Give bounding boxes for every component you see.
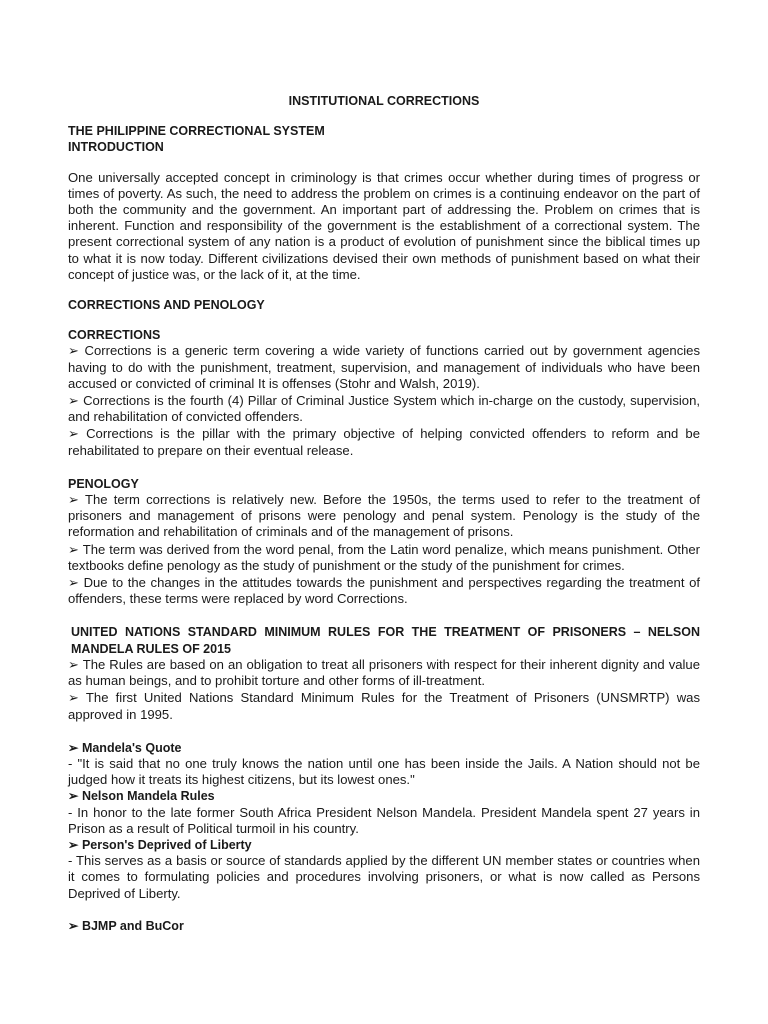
corrections-heading: CORRECTIONS bbox=[68, 328, 161, 343]
document-title: INSTITUTIONAL CORRECTIONS bbox=[288, 94, 480, 108]
corrections-list bbox=[68, 343, 700, 458]
document-page bbox=[68, 93, 700, 934]
list-item: ➢ The Rules are based on an obligation to treat all prisoners with respect for their inherent dignity and value as human beings, and to prohibit torture and other forms of ill-treatment. bbox=[68, 656, 700, 689]
list-item: ➢ The term was derived from the word penal, from the Latin word penalize, which means punishment. Other textbooks define penology as the study of punishment or the study of the punishment for crimes. bbox=[68, 541, 700, 573]
penology-heading: PENOLOGY bbox=[68, 476, 139, 491]
list-item: ➢ Due to the changes in the attitudes towards the punishment and perspectives regarding the treatment of offenders, these terms were replaced by word Corrections. bbox=[68, 575, 700, 607]
pdl-text: - This serves as a basis or source of standards applied by the different UN member states or countries when it comes to formulating policies and procedures involving prisoners, or what is now called as Persons Deprived of Liberty. bbox=[68, 853, 700, 901]
un-rules-list bbox=[68, 657, 700, 723]
mandela-rules-text: - In honor to the late former South Africa President Nelson Mandela. President Mandela spent 27 years in Prison as a result of Political turmoil in his country. bbox=[68, 804, 700, 836]
mandela-quote-heading: ➢ Mandela's Quote bbox=[68, 740, 182, 755]
un-rules-heading: UNITED NATIONS STANDARD MINIMUM RULES FOR THE TREATMENT OF PRISONERS – NELSON MANDELA RULES OF 2015 bbox=[71, 625, 700, 656]
list-item: ➢ Corrections is the fourth (4) Pillar of Criminal Justice System which in-charge on the custody, supervision, and rehabilitation of convicted offenders. bbox=[68, 393, 700, 425]
list-item: ➢ The first United Nations Standard Minimum Rules for the Treatment of Prisoners (UNSMRTP) was approved in 1995. bbox=[68, 690, 700, 722]
intro-paragraph: One universally accepted concept in criminology is that crimes occur whether during times of progress or times of poverty. As such, the need to address the problem on crimes is a continuing endeavor on the part of both the community and the government. An important part of addressing the. Problem on crimes that is inherent. Function and responsibility of the government is the establishment of a correctional system. The present correctional system of any nation is a product of evolution of punishment since the biblical times up to what it is now today. Different civilizations devised their own methods of punishment based on what their concept of justice was, or the lack of it, at the time. bbox=[68, 169, 700, 282]
corrections-penology-heading: CORRECTIONS AND PENOLOGY bbox=[68, 298, 265, 313]
pdl-heading: ➢ Person's Deprived of Liberty bbox=[68, 837, 252, 852]
penology-list bbox=[68, 492, 700, 607]
list-item: ➢ Corrections is a generic term covering a wide variety of functions carried out by government agencies having to do with the punishment, treatment, supervision, and management of individuals who have been accused or convicted of criminal It is offenses (Stohr and Walsh, 2019). bbox=[68, 343, 700, 391]
list-item: ➢ Corrections is the pillar with the primary objective of helping convicted offenders to reform and be rehabilitated to prepare on their eventual release. bbox=[68, 426, 700, 458]
intro-heading: INTRODUCTION bbox=[68, 140, 164, 155]
system-heading: THE PHILIPPINE CORRECTIONAL SYSTEM bbox=[68, 124, 325, 139]
mandela-quote-text: - "It is said that no one truly knows the nation until one has been inside the Jails. A Nation should not be judged how it treats its highest citizens, but its lowest ones." bbox=[68, 755, 700, 788]
list-item: ➢ The term corrections is relatively new. Before the 1950s, the terms used to refer to the treatment of prisoners and management of prisons were penology and penal system. Penology is the study of the reformation and rehabilitation of criminals and of the management of prisons. bbox=[68, 492, 700, 540]
bjmp-bucor-heading: ➢ BJMP and BuCor bbox=[68, 918, 184, 933]
mandela-rules-heading: ➢ Nelson Mandela Rules bbox=[68, 789, 215, 804]
